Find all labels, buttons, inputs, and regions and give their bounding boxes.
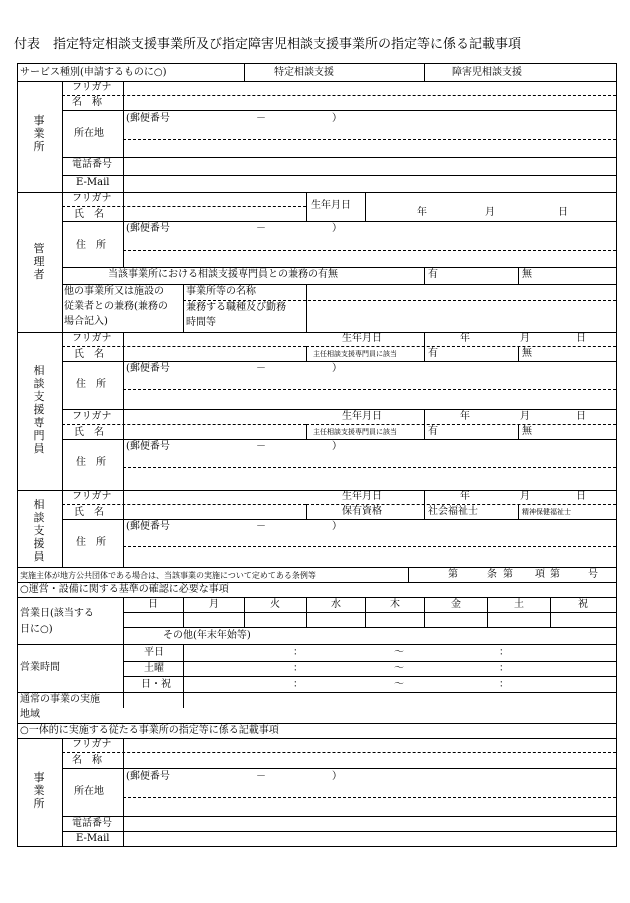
postal-paren: ）: [332, 521, 342, 532]
senmonin2-shunin-no[interactable]: 無: [522, 426, 532, 437]
kanrisha-name-label: 氏 名: [74, 209, 104, 220]
postal-paren: ）: [332, 223, 342, 234]
kanrisha-postal-label: (郵便番号: [126, 223, 170, 234]
birth-day: 日: [576, 333, 586, 344]
colon: ：: [499, 663, 509, 674]
day-fri[interactable]: 金: [451, 599, 461, 610]
senmonin1-postal-label: (郵便番号: [126, 363, 170, 374]
shienin-name-label: 氏 名: [74, 507, 104, 518]
kanrisha-birth-label: 生年月日: [311, 200, 351, 211]
senmonin1-shunin-label: 主任相談支援専門員に該当: [313, 350, 397, 358]
service-option-shogaiji[interactable]: 障害児相談支援: [452, 67, 522, 78]
section-senmonin: 相談支援専門員: [33, 364, 45, 455]
section-jigyosho-2: 事業所: [33, 771, 45, 810]
tilde: ～: [394, 679, 404, 690]
senmonin2-shunin-label: 主任相談支援専門員に該当: [313, 428, 397, 436]
birth-day: 日: [576, 491, 586, 502]
senmonin2-postal-label: (郵便番号: [126, 441, 170, 452]
senmonin2-furigana-label: フリガナ: [72, 411, 112, 422]
postal-paren: ）: [332, 441, 342, 452]
colon: ：: [293, 679, 303, 690]
other-kenmu-label-3: 場合記入): [64, 316, 108, 327]
birth-day: 日: [558, 207, 568, 218]
jikan-doyo: 土曜: [144, 663, 164, 674]
jigyosho2-furigana-label: フリガナ: [72, 739, 112, 750]
jigyosho-tel-label: 電話番号: [72, 159, 112, 170]
birth-year: 年: [460, 333, 470, 344]
colon: ：: [293, 647, 303, 658]
jigyosho2-address-label: 所在地: [74, 786, 104, 797]
day-sun[interactable]: 日: [148, 599, 158, 610]
birth-day: 日: [576, 411, 586, 422]
shikaku-shakai[interactable]: 社会福祉士: [428, 506, 478, 517]
section-jigyosho: 事業所: [33, 114, 45, 153]
colon: ：: [499, 647, 509, 658]
jigyosho2-postal-label: (郵便番号: [126, 771, 170, 782]
postal-dash: －: [256, 363, 266, 374]
other-kenmu-label-1: 他の事業所又は施設の: [64, 286, 164, 297]
postal-dash: －: [256, 441, 266, 452]
kenmu-no[interactable]: 無: [522, 269, 532, 280]
shienin-shikaku-label: 保有資格: [342, 506, 382, 517]
senmonin2-address-label: 住 所: [76, 457, 106, 468]
birth-month: 月: [485, 207, 495, 218]
postal-dash: －: [256, 521, 266, 532]
birth-month: 月: [520, 333, 530, 344]
senmonin2-shunin-yes[interactable]: 有: [428, 426, 438, 437]
chiiki-label-2: 地域: [20, 709, 40, 720]
eigyobi-label-2: 日に○): [20, 624, 53, 635]
application-form: [17, 63, 617, 847]
postal-paren: ）: [332, 113, 342, 124]
jigyosho-email-label: E-Mail: [76, 177, 110, 188]
birth-month: 月: [520, 491, 530, 502]
jorei-ko: 項: [535, 569, 545, 580]
colon: ：: [499, 679, 509, 690]
other-jigyosho-name-label: 事業所等の名称: [186, 286, 256, 297]
shienin-address-label: 住 所: [76, 537, 106, 548]
shienin-postal-label: (郵便番号: [126, 521, 170, 532]
senmonin1-shunin-yes[interactable]: 有: [428, 348, 438, 359]
page-title: 付表 指定特定相談支援事業所及び指定障害児相談支援事業所の指定等に係る記載事項: [14, 37, 522, 52]
birth-year: 年: [460, 411, 470, 422]
colon: ：: [293, 663, 303, 674]
section-kanrisha: 管理者: [33, 242, 45, 281]
jorei-dai-3: 第: [550, 569, 560, 580]
jorei-jo: 条: [487, 569, 497, 580]
eigyojikan-label: 営業時間: [20, 662, 60, 673]
senmonin2-birth-label: 生年月日: [342, 411, 382, 422]
service-option-tokutei[interactable]: 特定相談支援: [274, 67, 334, 78]
kanrisha-furigana-label: フリガナ: [72, 193, 112, 204]
ittai-header: ○一体的に実施する従たる事業所の指定等に係る記載事項: [20, 725, 279, 736]
senmonin1-birth-label: 生年月日: [342, 333, 382, 344]
postal-dash: －: [256, 223, 266, 234]
jorei-label: 実施主体が地方公共団体である場合は、当該事業の実施について定めてある条例等: [20, 571, 316, 580]
tilde: ～: [394, 647, 404, 658]
jigyosho2-tel-label: 電話番号: [72, 818, 112, 829]
other-kenmu-label-2: 従業者との兼務(兼務の: [64, 301, 168, 312]
jikan-nichishuku: 日・祝: [141, 679, 171, 690]
section-shienin: 相談支援員: [33, 498, 45, 563]
birth-year: 年: [460, 491, 470, 502]
jikan-heijitsu: 平日: [144, 647, 164, 658]
day-mon[interactable]: 月: [209, 599, 219, 610]
day-tue[interactable]: 火: [270, 599, 280, 610]
jigyosho-postal-label: (郵便番号: [126, 113, 170, 124]
jigyosho-furigana-label: フリガナ: [72, 82, 112, 93]
jorei-go: 号: [588, 569, 598, 580]
service-type-label: サービス種別(申請するものに○): [20, 67, 167, 78]
day-sat[interactable]: 土: [514, 599, 524, 610]
shienin-birth-label: 生年月日: [342, 491, 382, 502]
jigyosho-address-label: 所在地: [74, 128, 104, 139]
postal-paren: ）: [332, 363, 342, 374]
day-thu[interactable]: 木: [390, 599, 400, 610]
kenmu-yes[interactable]: 有: [428, 269, 438, 280]
kenmu-shokushu-label-2: 時間等: [186, 317, 216, 328]
postal-dash: －: [256, 771, 266, 782]
senmonin1-furigana-label: フリガナ: [72, 333, 112, 344]
day-hol[interactable]: 祝: [578, 599, 588, 610]
day-wed[interactable]: 水: [331, 599, 341, 610]
jigyosho2-name-label: 名 称: [72, 755, 102, 766]
kenmu-shokushu-label-1: 兼務する職種及び勤務: [186, 302, 286, 313]
jorei-dai-2: 第: [503, 569, 513, 580]
shienin-furigana-label: フリガナ: [72, 491, 112, 502]
kanrisha-kenmu-label: 当該事業所における相談支援専門員との兼務の有無: [108, 269, 338, 280]
eigyobi-label-1: 営業日(該当する: [20, 608, 94, 619]
chiiki-label-1: 通常の事業の実施: [20, 694, 100, 705]
senmonin1-shunin-no[interactable]: 無: [522, 348, 532, 359]
birth-year: 年: [417, 207, 427, 218]
kanrisha-address-label: 住 所: [76, 240, 106, 251]
shikaku-seishin[interactable]: 精神保健福祉士: [522, 508, 571, 516]
jigyosho-name-label: 名 称: [72, 97, 102, 108]
sonota-label: その他(年末年始等): [163, 630, 251, 641]
senmonin1-address-label: 住 所: [76, 379, 106, 390]
birth-month: 月: [520, 411, 530, 422]
senmonin1-name-label: 氏 名: [74, 349, 104, 360]
unei-header: ○運営・設備に関する基準の確認に必要な事項: [20, 584, 229, 595]
senmonin2-name-label: 氏 名: [74, 427, 104, 438]
tilde: ～: [394, 663, 404, 674]
postal-dash: －: [256, 113, 266, 124]
postal-paren: ）: [332, 771, 342, 782]
jorei-dai-1: 第: [448, 569, 458, 580]
jigyosho2-email-label: E-Mail: [76, 833, 110, 844]
